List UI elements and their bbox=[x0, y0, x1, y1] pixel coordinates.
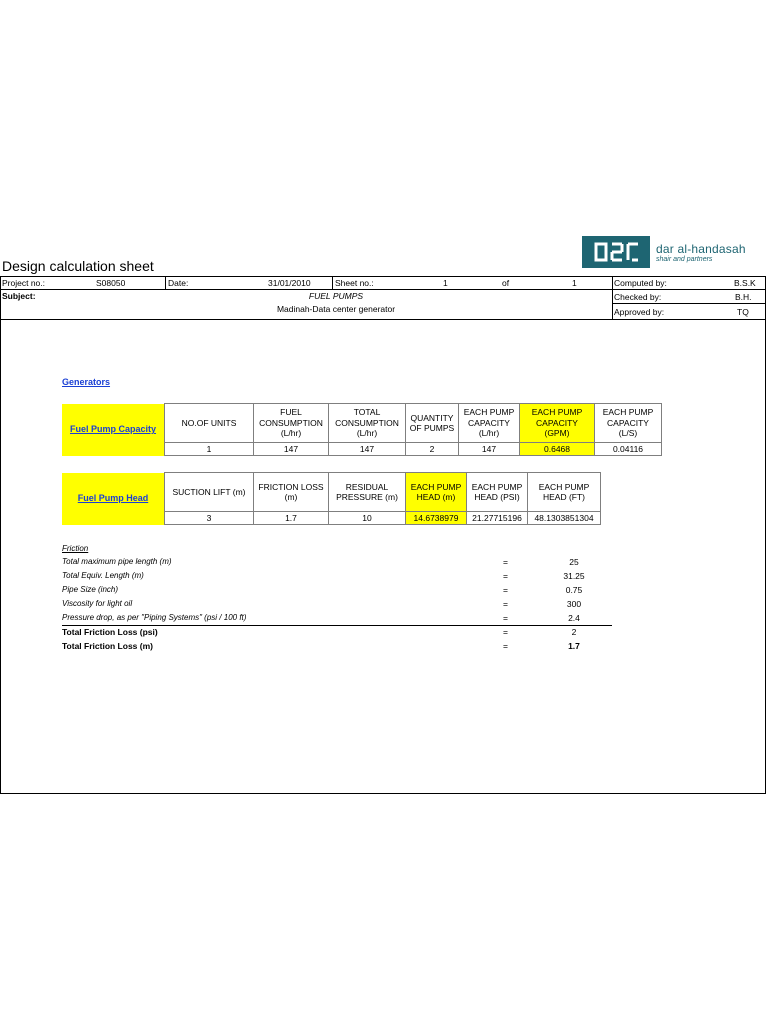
head-value-each-m: 14.6738979 bbox=[406, 512, 467, 525]
friction-row-value: 31.25 bbox=[563, 571, 585, 581]
date-value: 31/01/2010 bbox=[268, 278, 311, 288]
friction-row-label: Total Equiv. Length (m) bbox=[62, 571, 144, 580]
sheet-no-label: Sheet no.: bbox=[335, 278, 374, 288]
capacity-value-each-ls: 0.04116 bbox=[595, 443, 662, 456]
friction-row-value: 300 bbox=[566, 599, 582, 609]
generators-link[interactable]: Generators bbox=[62, 377, 111, 387]
friction-row-label: Viscosity for light oil bbox=[62, 599, 133, 608]
head-header-each-m: EACH PUMP HEAD (m) bbox=[406, 473, 467, 512]
capacity-header-each-gpm: EACH PUMP CAPACITY (GPM) bbox=[520, 404, 595, 443]
capacity-header-fuel-consumption: FUEL CONSUMPTION (L/hr) bbox=[254, 404, 329, 443]
logo-mark-icon bbox=[582, 236, 650, 268]
fuel-pump-capacity-label[interactable]: Fuel Pump Capacity bbox=[62, 404, 165, 456]
checked-by-value: B.H. bbox=[735, 292, 752, 302]
project-no-value: S08050 bbox=[96, 278, 126, 288]
subject-description: Madinah-Data center generator bbox=[276, 304, 396, 314]
approved-by-value: TQ bbox=[737, 307, 749, 317]
of-label: of bbox=[502, 278, 510, 288]
sheet-no-value: 1 bbox=[443, 278, 448, 288]
subject-label: Subject: bbox=[2, 291, 36, 301]
friction-row-eq: = bbox=[503, 585, 508, 595]
friction-total-label: Total Friction Loss (psi) bbox=[62, 627, 158, 637]
capacity-header-each-ls: EACH PUMP CAPACITY (L/S) bbox=[595, 404, 662, 443]
friction-row-eq: = bbox=[503, 599, 508, 609]
of-value: 1 bbox=[572, 278, 577, 288]
fuel-pump-capacity-table bbox=[62, 403, 662, 456]
capacity-value-each-lhr: 147 bbox=[459, 443, 520, 456]
logo-subtitle: shair and partners bbox=[656, 256, 713, 263]
friction-row-eq: = bbox=[503, 557, 508, 567]
head-value-suction-lift: 3 bbox=[165, 512, 254, 525]
head-value-each-psi: 21.27715196 bbox=[467, 512, 528, 525]
head-header-suction-lift: SUCTION LIFT (m) bbox=[165, 473, 254, 512]
date-label: Date: bbox=[168, 278, 189, 288]
project-no-label: Project no.: bbox=[2, 278, 45, 288]
friction-row-eq: = bbox=[503, 571, 508, 581]
friction-row-label: Pipe Size (inch) bbox=[62, 585, 119, 594]
capacity-header-units: NO.OF UNITS bbox=[165, 404, 254, 443]
company-logo bbox=[582, 236, 766, 268]
friction-row-label: Pressure drop, as per "Piping Systems" (psi / 100 ft) bbox=[62, 613, 247, 622]
approved-by-label: Approved by: bbox=[614, 307, 665, 317]
head-header-each-psi: EACH PUMP HEAD (PSI) bbox=[467, 473, 528, 512]
friction-total-value: 2 bbox=[571, 627, 577, 637]
head-header-each-ft: EACH PUMP HEAD (FT) bbox=[528, 473, 601, 512]
logo-name: dar al-handasah bbox=[656, 242, 746, 256]
head-value-friction-loss: 1.7 bbox=[254, 512, 329, 525]
friction-total-eq: = bbox=[503, 627, 508, 637]
capacity-value-fuel-consumption: 147 bbox=[254, 443, 329, 456]
head-value-each-ft: 48.1303851304 bbox=[528, 512, 601, 525]
fuel-pump-head-table bbox=[62, 472, 601, 525]
head-header-friction-loss: FRICTION LOSS (m) bbox=[254, 473, 329, 512]
friction-row-label: Total maximum pipe length (m) bbox=[62, 557, 172, 566]
friction-row-value: 0.75 bbox=[565, 585, 583, 595]
computed-by-label: Computed by: bbox=[614, 278, 667, 288]
friction-row-eq: = bbox=[503, 613, 508, 623]
friction-total-value: 1.7 bbox=[568, 641, 580, 651]
page-title: Design calculation sheet bbox=[2, 258, 154, 274]
capacity-value-total-consumption: 147 bbox=[329, 443, 406, 456]
friction-total-label: Total Friction Loss (m) bbox=[62, 641, 153, 651]
capacity-header-quantity: QUANTITY OF PUMPS bbox=[406, 404, 459, 443]
subject-title: FUEL PUMPS bbox=[308, 291, 364, 301]
friction-row-value: 2.4 bbox=[568, 613, 580, 623]
head-header-residual-pressure: RESIDUAL PRESSURE (m) bbox=[329, 473, 406, 512]
capacity-header-total-consumption: TOTAL CONSUMPTION (L/hr) bbox=[329, 404, 406, 443]
friction-total-eq: = bbox=[503, 641, 508, 651]
friction-divider bbox=[62, 625, 612, 626]
capacity-value-quantity: 2 bbox=[406, 443, 459, 456]
computed-by-value: B.S.K bbox=[734, 278, 756, 288]
friction-row-value: 25 bbox=[569, 557, 579, 567]
capacity-value-units: 1 bbox=[165, 443, 254, 456]
head-value-residual-pressure: 10 bbox=[329, 512, 406, 525]
friction-title: Friction bbox=[62, 544, 89, 553]
fuel-pump-head-label[interactable]: Fuel Pump Head bbox=[62, 473, 165, 525]
checked-by-label: Checked by: bbox=[614, 292, 662, 302]
capacity-header-each-lhr: EACH PUMP CAPACITY (L/hr) bbox=[459, 404, 520, 443]
capacity-value-each-gpm: 0.6468 bbox=[520, 443, 595, 456]
